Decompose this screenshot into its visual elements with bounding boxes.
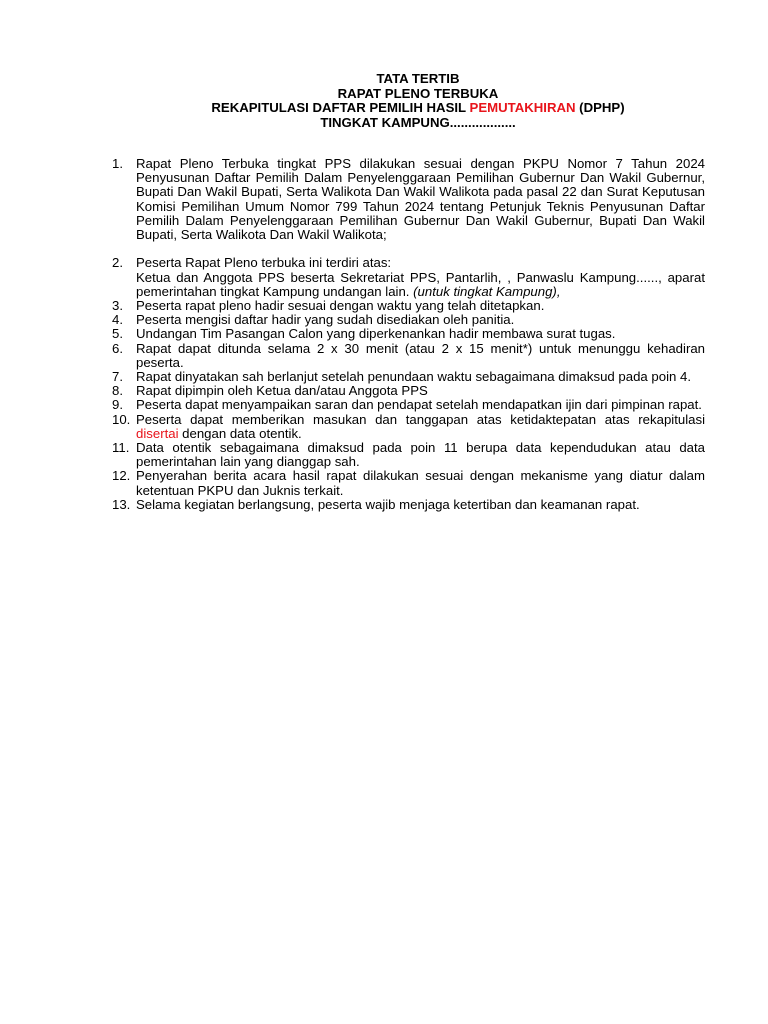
item-number: 6.: [112, 340, 123, 356]
list-item: [112, 498, 705, 512]
item-text: Selama kegiatan berlangsung, peserta wajib menjaga ketertiban dan keamanan rapat.: [136, 496, 640, 512]
item-number: 5.: [112, 326, 123, 342]
list-item: [112, 342, 705, 370]
header-line-3-suffix: (DPHP): [575, 100, 625, 116]
header-line-3: [0, 101, 768, 116]
item-number: 7.: [112, 369, 123, 385]
list-item: [112, 441, 705, 469]
item-text: Peserta rapat pleno hadir sesuai dengan waktu yang telah ditetapkan.: [136, 298, 545, 314]
header-highlight: PEMUTAKHIRAN: [469, 100, 576, 116]
item-text: Rapat Pleno Terbuka tingkat PPS dilakukan sesuai dengan PKPU Nomor 7 Tahun 2024 Penyusunan Daftar Pemilih Dalam Penyelenggaraan Pemilihan Gubernur Dan Wakil Gubernur, Bupati Dan Wakil Bupati, Serta Walikota Dan Wakil Walikota pada pasal 22 dan Surat Keputusan Komisi Pemilihan Umum Nomor 799 Tahun 2024 tentang Petunjuk Teknis Penyusunan Daftar Pemilih Dalam Penyelenggaraan Pemilihan Gubernur Dan Wakil Gubernur, Bupati Dan Wakil Bupati, Serta Walikota Dan Wakil Walikota;: [136, 156, 705, 243]
header-line-3-text: REKAPITULASI DAFTAR PEMILIH HASIL: [211, 100, 470, 116]
item-number: 1.: [112, 156, 123, 171]
item-number: 2.: [112, 255, 123, 271]
item-text: Penyerahan berita acara hasil rapat dilakukan sesuai dengan mekanisme yang diatur dalam ketentuan PKPU dan Juknis terkait.: [136, 468, 705, 498]
header-title: TATA TERTIB: [376, 71, 460, 86]
item-text: Rapat dapat ditunda selama 2 x 30 menit (atau 2 x 15 menit*) untuk menunggu kehadiran peserta.: [136, 340, 705, 370]
item-text: Undangan Tim Pasangan Calon yang diperkenankan hadir membawa surat tugas.: [136, 326, 616, 342]
list-item: [112, 299, 705, 313]
item-text-italic-note: (untuk tingkat Kampung),: [413, 283, 561, 299]
document-header: [0, 72, 768, 130]
item-number: 11.: [112, 440, 130, 456]
list-item: [112, 313, 705, 327]
list-item: [112, 469, 705, 497]
item-number: 9.: [112, 397, 123, 413]
item-text-detail: [136, 271, 705, 299]
item-text: Peserta Rapat Pleno terbuka ini terdiri atas:: [136, 255, 392, 271]
list-item: [112, 413, 705, 441]
item-number: 13.: [112, 496, 131, 512]
list-item: [112, 384, 705, 398]
item-text-body: Peserta dapat memberikan masukan dan tanggapan atas ketidaktepatan atas rekapitulasi: [136, 411, 705, 427]
item-text: [136, 413, 705, 441]
item-text: Peserta dapat menyampaikan saran dan pendapat setelah mendapatkan ijin dari pimpinan rapat.: [136, 397, 702, 413]
item-text-detail-body: Ketua dan Anggota PPS beserta Sekretariat PPS, Pantarlih, , Panwaslu Kampung......, aparat pemerintahan tingkat Kampung undangan lain.: [136, 269, 705, 299]
item-text-suffix: dengan data otentik.: [178, 425, 302, 441]
item-text: Data otentik sebagaimana dimaksud pada poin 11 berupa data kependudukan atau data pemerintahan lain yang dianggap sah.: [136, 440, 705, 470]
list-item: [112, 327, 705, 341]
list-item: [112, 370, 705, 384]
item-number: 4.: [112, 312, 123, 328]
header-line-4: TINGKAT KAMPUNG..................: [320, 114, 516, 130]
list-item: [112, 256, 705, 299]
item-number: 8.: [112, 383, 123, 399]
rules-list: [112, 157, 705, 512]
item-text: Peserta mengisi daftar hadir yang sudah disediakan oleh panitia.: [136, 312, 515, 328]
list-item: [112, 157, 705, 242]
list-item: [112, 398, 705, 412]
item-number: 10.: [112, 411, 131, 427]
item-number: 3.: [112, 298, 123, 314]
item-text: Rapat dipimpin oleh Ketua dan/atau Anggota PPS: [136, 383, 428, 399]
item-text: Rapat dinyatakan sah berlanjut setelah penundaan waktu sebagaimana dimaksud pada poin 4.: [136, 369, 692, 385]
item-text-highlight: disertai: [136, 425, 179, 441]
header-subtitle: RAPAT PLENO TERBUKA: [337, 85, 499, 101]
item-number: 12.: [112, 468, 131, 484]
